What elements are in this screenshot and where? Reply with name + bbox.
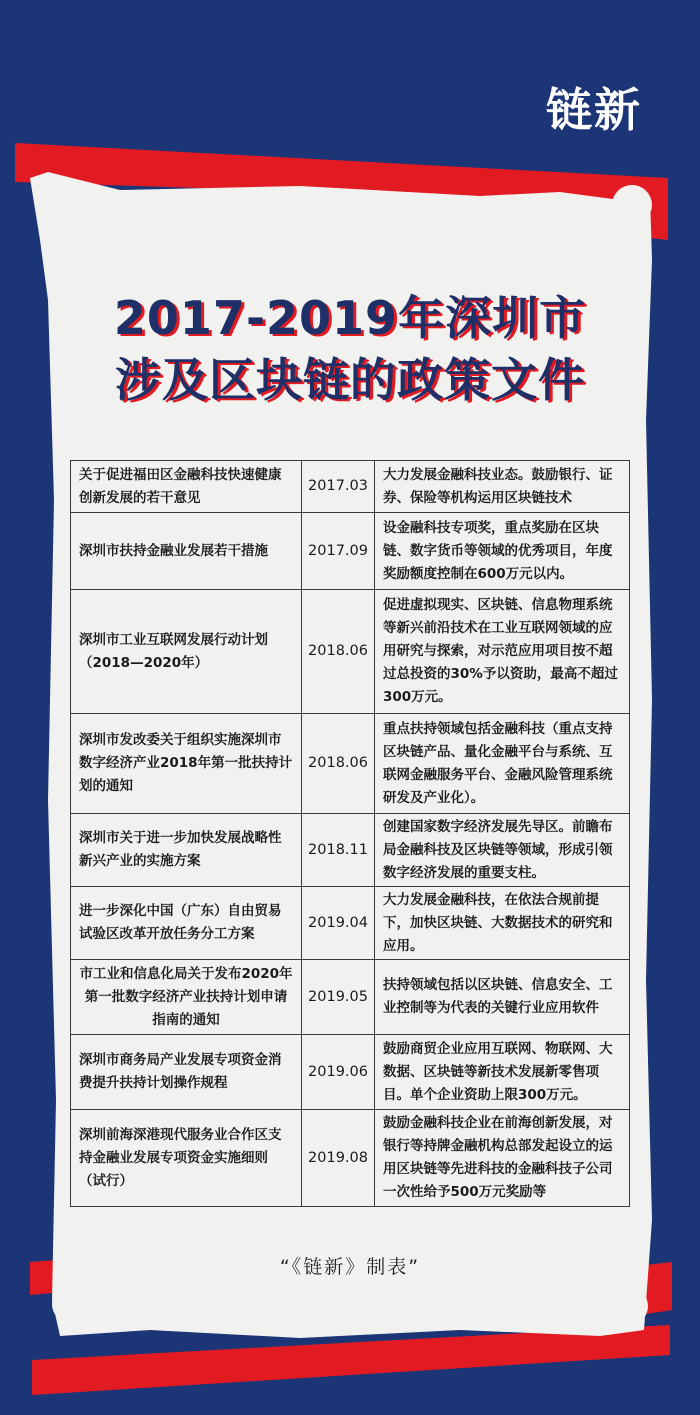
policy-date: 2017.09 xyxy=(302,513,375,590)
policy-name: 深圳市发改委关于组织实施深圳市数字经济产业2018年第一批扶持计划的通知 xyxy=(71,714,302,814)
policy-date: 2017.03 xyxy=(302,461,375,513)
policy-name: 关于促进福田区金融科技快速健康创新发展的若干意见 xyxy=(71,461,302,513)
policy-date: 2018.06 xyxy=(302,590,375,714)
policy-name: 深圳市关于进一步加快发展战略性新兴产业的实施方案 xyxy=(71,814,302,887)
policy-date: 2019.05 xyxy=(302,960,375,1035)
policy-description: 创建国家数字经济发展先导区。前瞻布局金融科技及区块链等领域，形成引领数字经济发展的重要支柱。 xyxy=(375,814,630,887)
table-row xyxy=(71,714,630,814)
title-line-2: 涉及区块链的政策文件 xyxy=(115,353,585,407)
table-row xyxy=(71,887,630,960)
policy-date: 2018.11 xyxy=(302,814,375,887)
policy-date: 2019.08 xyxy=(302,1110,375,1207)
table-row xyxy=(71,1035,630,1110)
policy-table xyxy=(70,460,630,1207)
table-row xyxy=(71,590,630,714)
table-row xyxy=(71,461,630,513)
circle-decoration-top-right xyxy=(612,185,652,225)
circle-decoration-top-left xyxy=(37,187,77,227)
policy-name: 深圳市扶持金融业发展若干措施 xyxy=(71,513,302,590)
policy-date: 2019.06 xyxy=(302,1035,375,1110)
title-line-1: 2017-2019年深圳市 xyxy=(113,291,587,345)
table-row xyxy=(71,513,630,590)
policy-name: 进一步深化中国（广东）自由贸易试验区改革开放任务分工方案 xyxy=(71,887,302,960)
policy-date: 2018.06 xyxy=(302,714,375,814)
policy-date: 2019.04 xyxy=(302,887,375,960)
policy-description: 鼓励商贸企业应用互联网、物联网、大数据、区块链等新技术发展新零售项目。单个企业资助上限300万元。 xyxy=(375,1035,630,1110)
policy-name: 深圳市商务局产业发展专项资金消费提升扶持计划操作规程 xyxy=(71,1035,302,1110)
circle-decoration-bottom-left xyxy=(52,1284,92,1324)
policy-name: 深圳市工业互联网发展行动计划（2018—2020年） xyxy=(71,590,302,714)
policy-description: 鼓励金融科技企业在前海创新发展，对银行等持牌金融机构总部发起设立的运用区块链等先进科技的金融科技子公司一次性给予500万元奖励等 xyxy=(375,1110,630,1207)
policy-name: 深圳前海深港现代服务业合作区支持金融业发展专项资金实施细则（试行） xyxy=(71,1110,302,1207)
brand-logo: 链新 xyxy=(546,83,642,137)
policy-description: 设金融科技专项奖，重点奖励在区块链、数字货币等领域的优秀项目，年度奖励额度控制在600万元以内。 xyxy=(375,513,630,590)
footer-credit: “《链新》制表” xyxy=(279,1256,421,1278)
policy-description: 大力发展金融科技，在依法合规前提下，加快区块链、大数据技术的研究和应用。 xyxy=(375,887,630,960)
policy-name: 市工业和信息化局关于发布2020年第一批数字经济产业扶持计划申请指南的通知 xyxy=(71,960,302,1035)
policy-description: 重点扶持领域包括金融科技（重点支持区块链产品、量化金融平台与系统、互联网金融服务平台、金融风险管理系统研发及产业化）。 xyxy=(375,714,630,814)
circle-decoration-bottom-right xyxy=(608,1286,648,1326)
policy-description: 促进虚拟现实、区块链、信息物理系统等新兴前沿技术在工业互联网领域的应用研究与探索，对示范应用项目按不超过总投资的30%予以资助，最高不超过300万元。 xyxy=(375,590,630,714)
policy-description: 大力发展金融科技业态。鼓励银行、证券、保险等机构运用区块链技术 xyxy=(375,461,630,513)
table-row xyxy=(71,1110,630,1207)
table-row xyxy=(71,960,630,1035)
policy-description: 扶持领域包括以区块链、信息安全、工业控制等为代表的关键行业应用软件 xyxy=(375,960,630,1035)
table-row xyxy=(71,814,630,887)
